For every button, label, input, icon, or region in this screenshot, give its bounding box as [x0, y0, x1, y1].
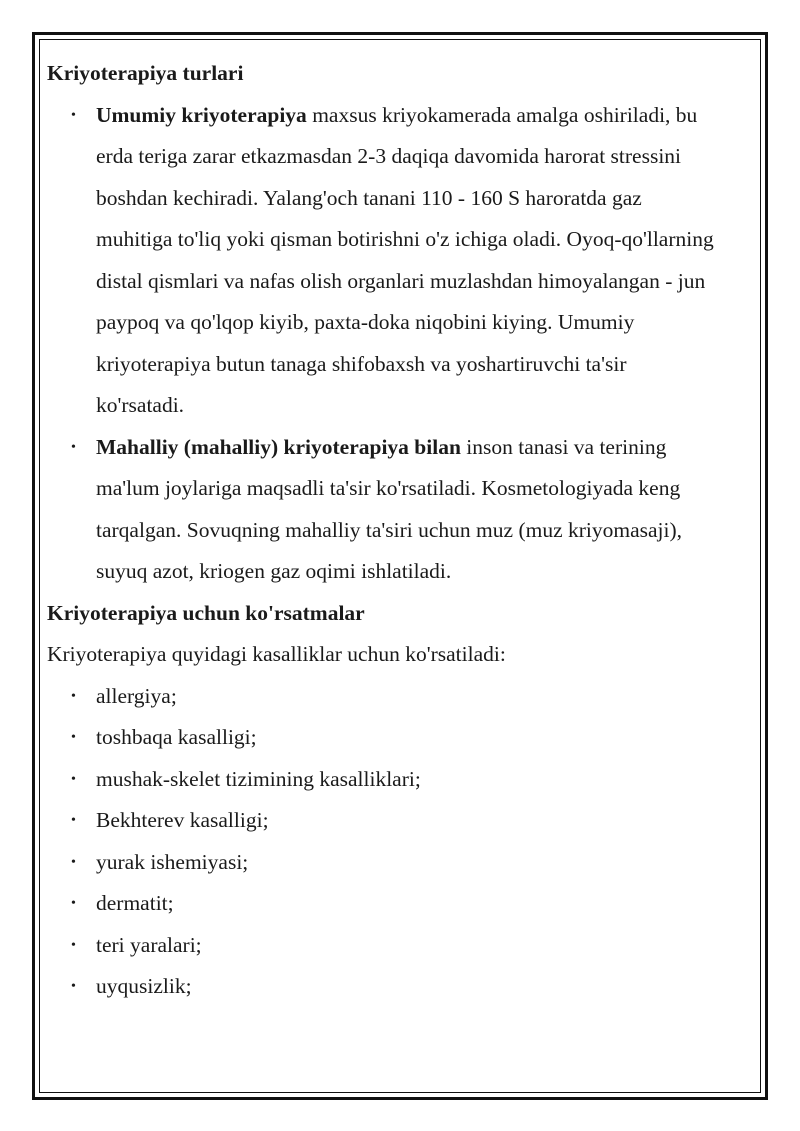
bullet-icon: • [71, 896, 76, 911]
description-general-cryotherapy: maxsus kriyokamerada amalga oshiriladi, bu erda teriga zarar etkazmasdan 2-3 daqiqa davomida harorat stressini boshdan kechiradi. Yalang'och tanani 110 - 160 S haroratda gaz muhitiga to'liq yoki qisman botirishni o'z ichiga oladi. Oyoq-qo'llarning distal qismlari va nafas olish organlari muzlashdan himoyalangan - jun paypoq va qo'lqop kiyib, paxta-doka niqobini kiying. Umumiy kriyoterapiya butun tanaga shifobaxsh va yoshartiruvchi ta'sir ko'rsatadi. [96, 102, 714, 417]
bullet-icon: • [71, 107, 76, 123]
indication-text: uyqusizlik; [96, 974, 192, 998]
term-local-cryotherapy: Mahalliy (mahalliy) kriyoterapiya bilan [96, 434, 461, 459]
indication-text: dermatit; [96, 891, 174, 915]
indications-list [47, 676, 727, 1008]
indications-intro: Kriyoterapiya quyidagi kasalliklar uchun ko'rsatiladi: [47, 642, 506, 666]
types-list [47, 95, 727, 593]
bullet-icon: • [71, 813, 76, 828]
list-item [47, 842, 727, 884]
indication-text: yurak ishemiyasi; [96, 849, 249, 874]
list-item [47, 759, 727, 801]
bullet-icon: • [71, 979, 76, 994]
list-item [47, 676, 727, 718]
bullet-icon: • [71, 439, 76, 455]
description-local-cryotherapy: inson tanasi va terining ma'lum joylariga maqsadli ta'sir ko'rsatiladi. Kosmetologiyada keng tarqalgan. Sovuqning mahalliy ta'siri uchun muz (muz kriyomasaji), suyuq azot, kriogen gaz oqimi ishlatiladi. [96, 434, 683, 583]
bullet-icon: • [71, 688, 76, 704]
indication-text: allergiya; [96, 683, 177, 708]
indication-text: toshbaqa kasalligi; [96, 725, 257, 749]
list-item [47, 717, 727, 759]
list-item [47, 95, 716, 427]
list-item [47, 427, 696, 593]
bullet-icon: • [71, 771, 76, 787]
list-item [47, 883, 727, 925]
bullet-icon: • [71, 730, 76, 745]
bullet-icon: • [71, 854, 76, 870]
bullet-icon: • [71, 937, 76, 953]
list-item [47, 925, 727, 967]
heading-cryotherapy-indications: Kriyoterapiya uchun ko'rsatmalar [47, 600, 365, 625]
indication-text: teri yaralari; [96, 932, 202, 957]
heading-cryotherapy-types: Kriyoterapiya turlari [47, 61, 244, 85]
indication-text: Bekhterev kasalligi; [96, 808, 269, 832]
term-general-cryotherapy: Umumiy kriyoterapiya [96, 102, 307, 127]
indication-text: mushak-skelet tizimining kasalliklari; [96, 766, 421, 791]
document-body [47, 53, 727, 1008]
list-item [47, 966, 727, 1008]
list-item [47, 800, 727, 842]
